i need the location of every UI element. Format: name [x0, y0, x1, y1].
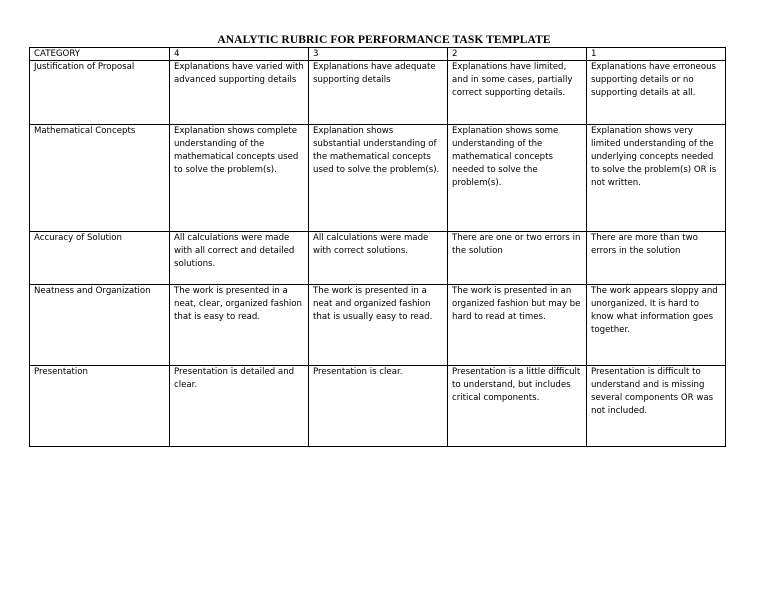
row-category: Justification of Proposal	[30, 61, 170, 125]
rubric-cell: Presentation is a little difficult to understand, but includes critical components.	[448, 366, 587, 447]
table-row	[30, 366, 726, 447]
page-title: ANALYTIC RUBRIC FOR PERFORMANCE TASK TEMPLATE	[217, 34, 551, 46]
rubric-table	[29, 47, 726, 447]
rubric-cell: Explanations have limited, and in some cases, partially correct supporting details.	[448, 61, 587, 125]
rubric-cell: The work is presented in a neat, clear, organized fashion that is easy to read.	[170, 285, 309, 366]
rubric-cell: The work is presented in a neat and organized fashion that is usually easy to read.	[309, 285, 448, 366]
rubric-cell: Presentation is clear.	[309, 366, 448, 447]
row-category: Mathematical Concepts	[30, 125, 170, 232]
rubric-cell: Presentation is detailed and clear.	[170, 366, 309, 447]
header-category: CATEGORY	[30, 48, 170, 61]
rubric-cell: Explanation shows substantial understanding of the mathematical concepts used to solve the problem(s).	[309, 125, 448, 232]
row-category: Neatness and Organization	[30, 285, 170, 366]
table-row	[30, 61, 726, 125]
rubric-cell: The work is presented in an organized fashion but may be hard to read at times.	[448, 285, 587, 366]
rubric-cell: The work appears sloppy and unorganized. It is hard to know what information goes together.	[587, 285, 726, 366]
header-row	[30, 48, 726, 61]
header-score-2: 2	[448, 48, 587, 61]
rubric-cell: There are one or two errors in the solution	[448, 232, 587, 285]
rubric-cell: Explanations have varied with advanced supporting details	[170, 61, 309, 125]
row-category: Presentation	[30, 366, 170, 447]
table-row	[30, 125, 726, 232]
rubric-cell: Explanations have adequate supporting details	[309, 61, 448, 125]
rubric-cell: Explanations have erroneous supporting details or no supporting details at all.	[587, 61, 726, 125]
table-row	[30, 285, 726, 366]
header-score-4: 4	[170, 48, 309, 61]
header-score-3: 3	[309, 48, 448, 61]
rubric-cell: Explanation shows very limited understanding of the underlying concepts needed to solve the problem(s) OR is not written.	[587, 125, 726, 232]
header-score-1: 1	[587, 48, 726, 61]
rubric-cell: Presentation is difficult to understand and is missing several components OR was not included.	[587, 366, 726, 447]
rubric-cell: All calculations were made with all correct and detailed solutions.	[170, 232, 309, 285]
rubric-cell: There are more than two errors in the solution	[587, 232, 726, 285]
table-row	[30, 232, 726, 285]
row-category: Accuracy of Solution	[30, 232, 170, 285]
rubric-cell: All calculations were made with correct solutions.	[309, 232, 448, 285]
rubric-cell: Explanation shows complete understanding of the mathematical concepts used to solve the problem(s).	[170, 125, 309, 232]
rubric-cell: Explanation shows some understanding of the mathematical concepts needed to solve the problem(s).	[448, 125, 587, 232]
